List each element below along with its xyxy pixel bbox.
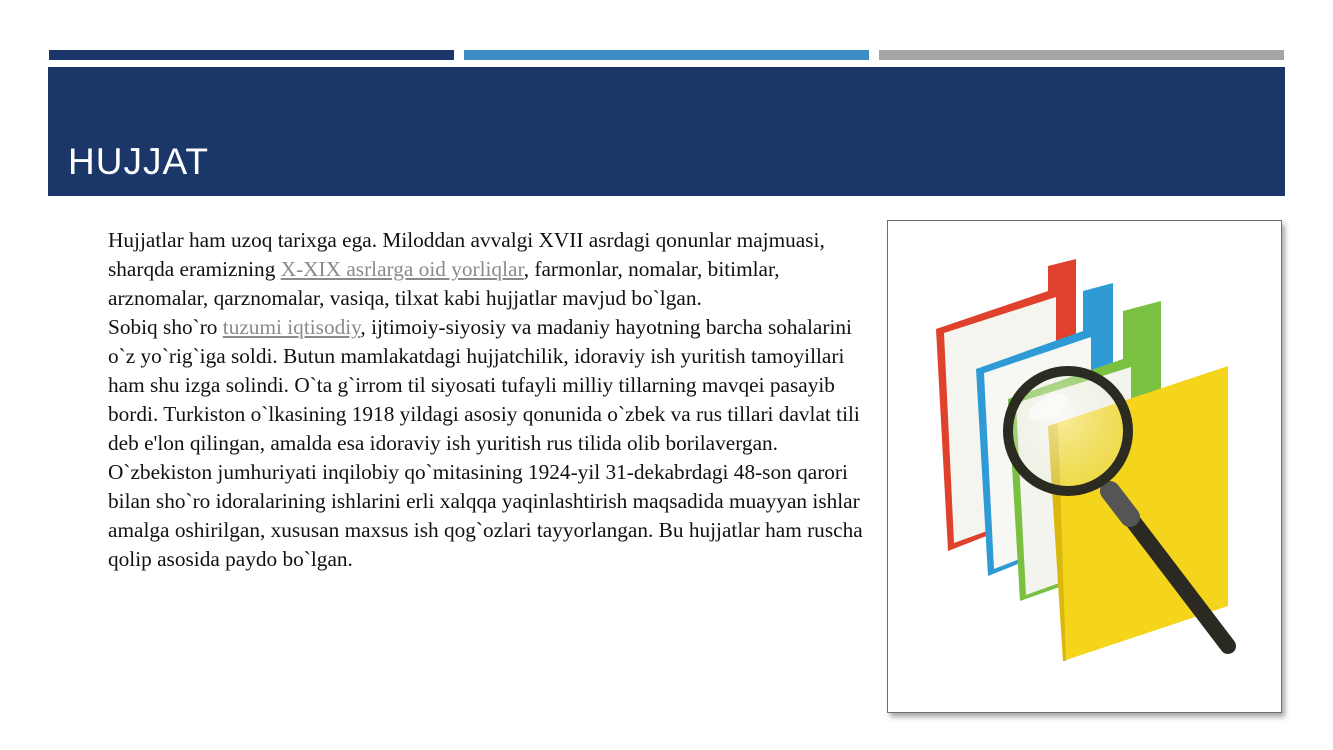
paragraph-2-after: , ijtimoiy-siyosiy va madaniy hayotning barcha sohalarini o`z yo`rig`iga soldi. Butun mamlakatdagi hujjatchilik, idoraviy ish yuritish tamoyillari ham shu izga solindi. O`ta g`irrom til siyosati tufayli milliy tillarning mavqei pasayib bordi. Turkiston o`lkasining 1918 yildagi asosiy qonunida o`zbek va rus tillari davlat tili deb e'lon qilingan, amalda esa idoraviy ish yuritish rus tilida olib borilavergan. <box>108 315 860 455</box>
paragraph-1-before: Hujjatlar ham uzoq tarixga ega. Miloddan avvalgi XVII asrdagi qonunlar majmuasi, sharqda eramizning <box>108 228 825 281</box>
link-yorliqlar[interactable]: X-XIX asrlarga oid yorliqlar <box>280 257 524 281</box>
paragraph-2 <box>108 313 868 458</box>
slide-title: HUJJAT <box>68 141 209 182</box>
paragraph-1 <box>108 226 868 313</box>
folders-magnifier-icon <box>888 221 1281 712</box>
paragraph-1-after: , farmonlar, nomalar, bitimlar, arznomalar, qarznomalar, vasiqa, tilxat kabi hujjatlar mavjud bo`lgan. <box>108 257 780 310</box>
folders-picture <box>887 220 1282 713</box>
paragraph-2-before: Sobiq sho`ro <box>108 315 223 339</box>
accent-bar-blue <box>464 50 869 60</box>
body-text <box>108 226 868 574</box>
accent-bar-gray <box>879 50 1284 60</box>
paragraph-3: O`zbekiston jumhuriyati inqilobiy qo`mitasining 1924-yil 31-dekabrdagi 48-son qarori bilan sho`ro idoralarining ishlarini erli xalqqa yaqinlashtirish maqsadida muayyan ishlar amalga oshirilgan, xususan maxsus ish qog`ozlari tayyorlangan. Bu hujjatlar ham ruscha qolip asosida paydo bo`lgan. <box>108 460 863 571</box>
accent-bar-navy <box>49 50 454 60</box>
title-banner <box>48 67 1285 196</box>
link-tuzumi-iqtisodiy[interactable]: tuzumi iqtisodiy <box>222 315 361 339</box>
